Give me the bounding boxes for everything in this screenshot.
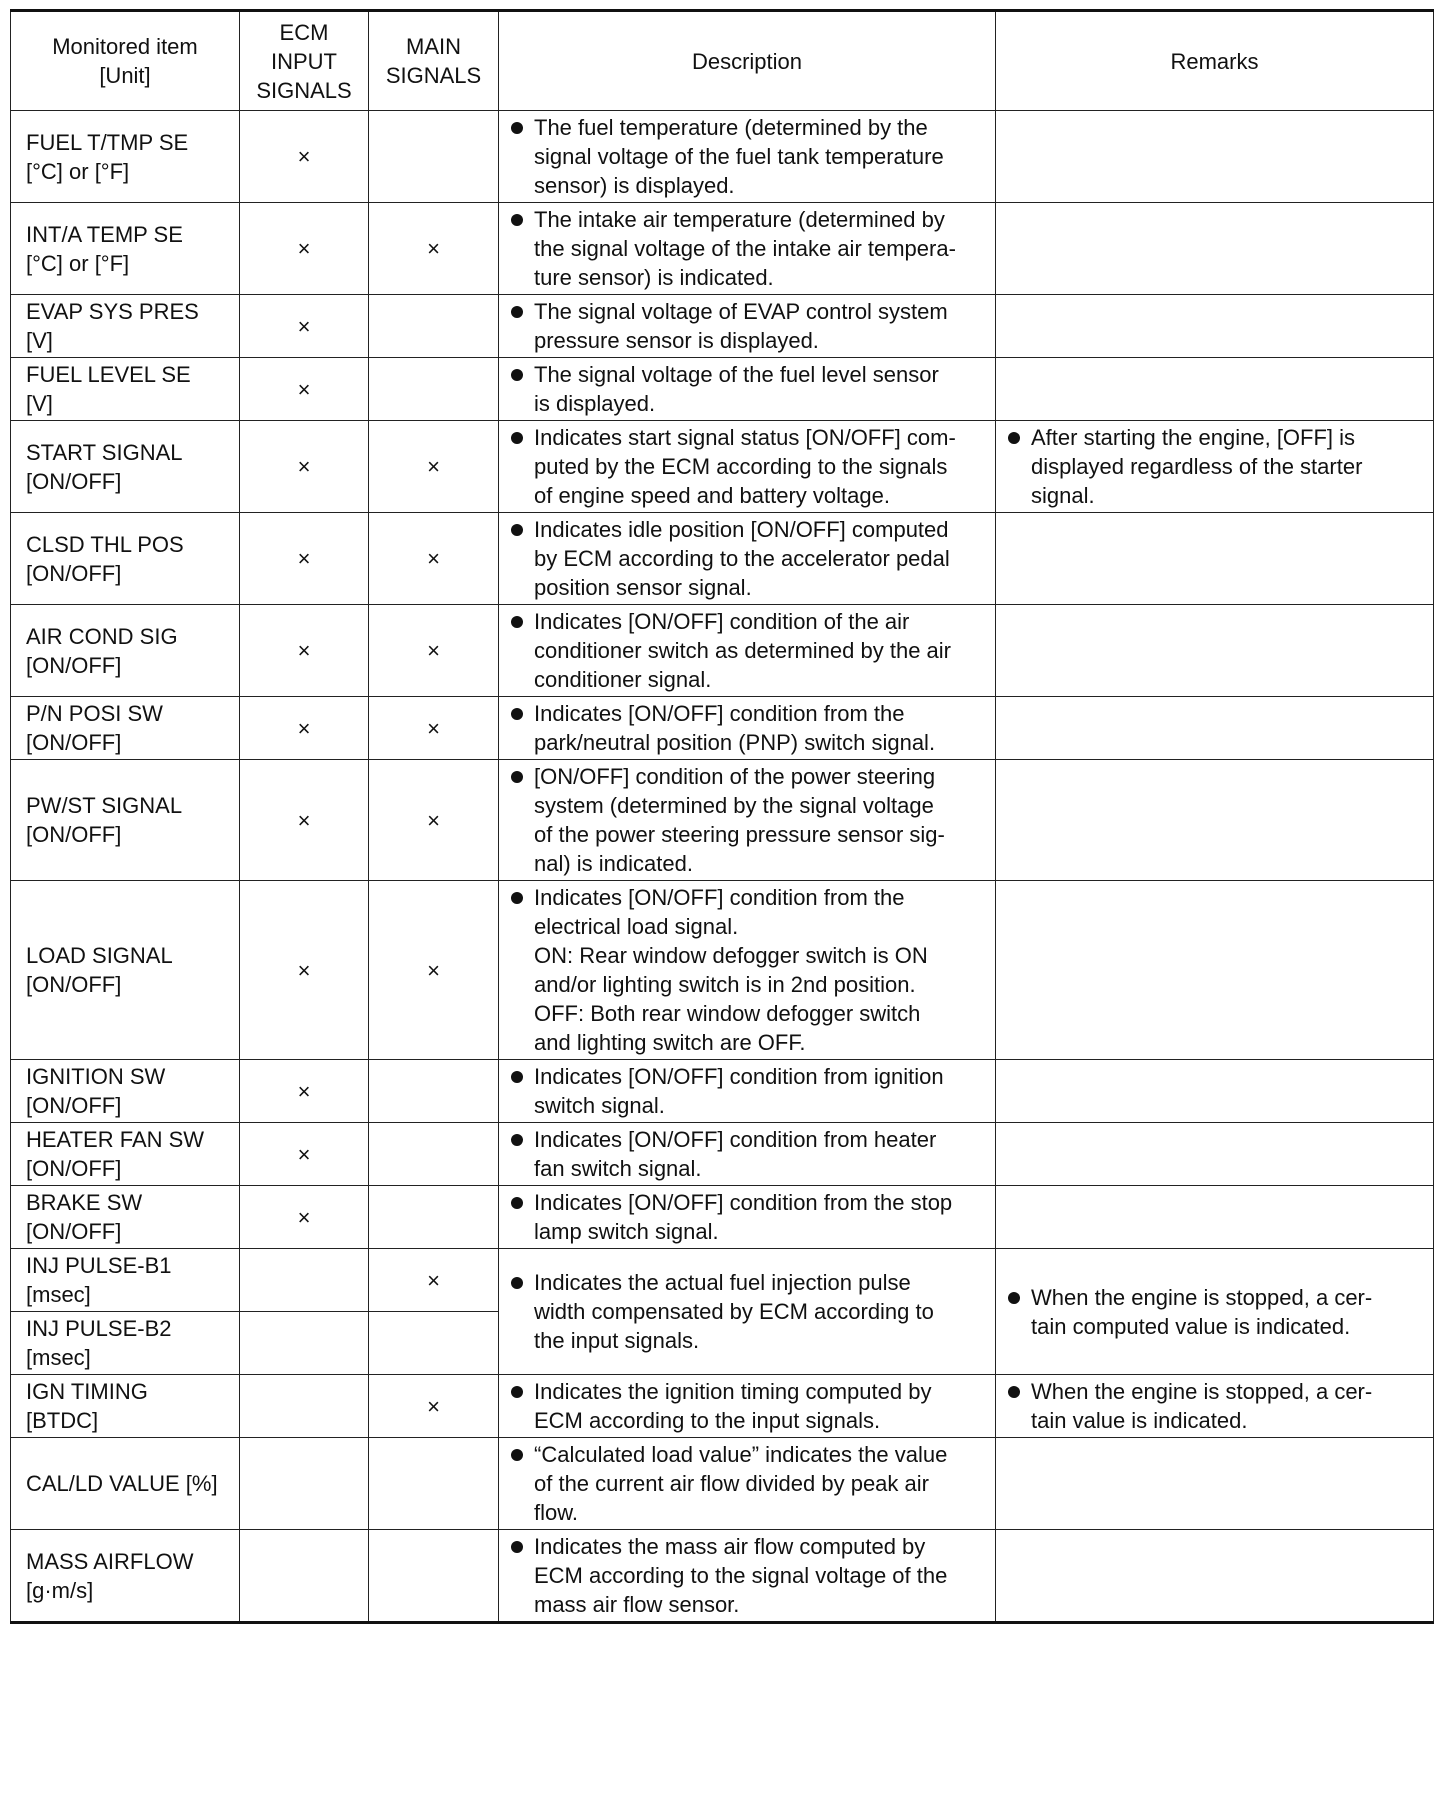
table-row — [11, 1438, 1434, 1530]
monitored-item-cell — [11, 111, 240, 203]
description-cell — [499, 1249, 996, 1375]
bullet-icon — [511, 1277, 523, 1289]
description-text: Indicates [ON/OFF] condition from the stop lamp switch signal. — [534, 1190, 953, 1244]
main-signal-mark: × — [369, 605, 499, 697]
monitored-item-cell — [11, 605, 240, 697]
ecm-input-mark: × — [240, 605, 369, 697]
description-text: Indicates [ON/OFF] condition from ignition switch signal. — [534, 1064, 944, 1118]
remarks-cell — [996, 605, 1434, 697]
header-monitored-item: Monitored item [Unit] — [11, 11, 240, 111]
ecm-input-mark: × — [240, 295, 369, 358]
monitored-item-label: BRAKE SW [ON/OFF] — [26, 1190, 143, 1244]
monitored-item-label: PW/ST SIGNAL [ON/OFF] — [26, 793, 183, 847]
bullet-item — [511, 699, 987, 757]
main-signal-mark: × — [369, 1375, 499, 1438]
description-cell — [499, 1060, 996, 1123]
description-cell — [499, 1123, 996, 1186]
remarks-cell — [996, 203, 1434, 295]
monitored-item-cell — [11, 881, 240, 1060]
bullet-item — [1008, 1377, 1425, 1435]
bullet-item — [511, 1268, 987, 1355]
remarks-cell — [996, 1438, 1434, 1530]
table-header-row — [11, 11, 1434, 111]
table-row — [11, 513, 1434, 605]
description-cell — [499, 1186, 996, 1249]
bullet-item — [1008, 423, 1425, 510]
description-text: Indicates the mass air flow computed by ECM according to the signal voltage of the mass air flow sensor. — [534, 1534, 948, 1617]
remarks-cell — [996, 421, 1434, 513]
table-row — [11, 421, 1434, 513]
table-row — [11, 1123, 1434, 1186]
remarks-cell — [996, 760, 1434, 881]
bullet-icon — [511, 892, 523, 904]
bullet-item — [511, 1532, 987, 1619]
bullet-icon — [511, 306, 523, 318]
remarks-cell — [996, 1123, 1434, 1186]
description-text: The fuel temperature (determined by the signal voltage of the fuel tank temperature sensor) is displayed. — [534, 115, 944, 198]
table-row — [11, 1249, 1434, 1312]
main-signal-mark — [369, 295, 499, 358]
main-signal-mark — [369, 358, 499, 421]
header-description: Description — [499, 11, 996, 111]
ecm-input-mark: × — [240, 203, 369, 295]
bullet-item — [511, 1062, 987, 1120]
monitored-item-label: MASS AIRFLOW [g·m/s] — [26, 1548, 194, 1603]
description-text: The intake air temperature (determined by the signal voltage of the intake air tempera- ture sensor) is indicated. — [534, 207, 956, 290]
monitored-item-cell — [11, 1530, 240, 1623]
main-signal-mark: × — [369, 760, 499, 881]
table-row — [11, 295, 1434, 358]
description-cell — [499, 295, 996, 358]
bullet-item — [511, 515, 987, 602]
table-row — [11, 203, 1434, 295]
header-ecm-input-signals: ECM INPUT SIGNALS — [240, 11, 369, 111]
main-signal-mark — [369, 1060, 499, 1123]
description-cell — [499, 1438, 996, 1530]
bullet-item — [511, 113, 987, 200]
monitored-item-label: FUEL LEVEL SE [V] — [26, 362, 191, 416]
description-text: “Calculated load value” indicates the value of the current air flow divided by peak air flow. — [534, 1442, 948, 1525]
bullet-icon — [511, 1071, 523, 1083]
ecm-input-mark — [240, 1375, 369, 1438]
bullet-icon — [1008, 1292, 1020, 1304]
ecm-input-mark: × — [240, 1186, 369, 1249]
remarks-cell — [996, 697, 1434, 760]
main-signal-mark: × — [369, 421, 499, 513]
description-text: Indicates [ON/OFF] condition from heater fan switch signal. — [534, 1127, 937, 1181]
ecm-input-mark: × — [240, 1060, 369, 1123]
bullet-item — [511, 1125, 987, 1183]
ecm-input-mark — [240, 1438, 369, 1530]
monitored-item-cell — [11, 1312, 240, 1375]
monitored-item-label: INJ PULSE-B2 [msec] — [26, 1316, 172, 1370]
bullet-icon — [511, 708, 523, 720]
main-signal-mark: × — [369, 513, 499, 605]
bullet-icon — [511, 432, 523, 444]
monitored-item-cell — [11, 760, 240, 881]
table-row — [11, 1186, 1434, 1249]
description-cell — [499, 605, 996, 697]
bullet-icon — [511, 524, 523, 536]
description-text: The signal voltage of the fuel level sensor is displayed. — [534, 362, 939, 416]
remarks-text: When the engine is stopped, a cer- tain computed value is indicated. — [1031, 1284, 1373, 1339]
monitored-item-cell — [11, 421, 240, 513]
bullet-icon — [511, 1449, 523, 1461]
description-text: Indicates [ON/OFF] condition of the air conditioner switch as determined by the air conditioner signal. — [534, 609, 951, 692]
description-cell — [499, 760, 996, 881]
bullet-item — [511, 1440, 987, 1527]
remarks-cell — [996, 1530, 1434, 1623]
bullet-icon — [511, 1386, 523, 1398]
table-row — [11, 358, 1434, 421]
monitored-item-label: IGN TIMING [BTDC] — [26, 1379, 148, 1433]
main-signal-mark: × — [369, 1249, 499, 1312]
ecm-input-mark: × — [240, 421, 369, 513]
ecm-input-mark: × — [240, 881, 369, 1060]
ecm-input-mark — [240, 1312, 369, 1375]
description-text: Indicates [ON/OFF] condition from the electrical load signal. ON: Rear window defogger switch is ON and/or lighting switch is in 2nd position. OFF: Both rear window defogger switch and lighting switch are OFF. — [534, 885, 928, 1055]
bullet-item — [511, 883, 987, 1057]
remarks-cell — [996, 1375, 1434, 1438]
description-cell — [499, 421, 996, 513]
monitored-item-cell — [11, 513, 240, 605]
monitored-item-label: INJ PULSE-B1 [msec] — [26, 1253, 172, 1307]
ecm-input-mark: × — [240, 1123, 369, 1186]
table-row — [11, 605, 1434, 697]
monitored-item-cell — [11, 358, 240, 421]
main-signal-mark: × — [369, 881, 499, 1060]
monitored-item-cell — [11, 1249, 240, 1312]
bullet-icon — [511, 214, 523, 226]
description-cell — [499, 881, 996, 1060]
table-row — [11, 1060, 1434, 1123]
description-text: Indicates the ignition timing computed by ECM according to the input signals. — [534, 1379, 932, 1433]
table-row — [11, 1375, 1434, 1438]
remarks-cell — [996, 1060, 1434, 1123]
table-row — [11, 760, 1434, 881]
monitored-item-label: LOAD SIGNAL [ON/OFF] — [26, 943, 173, 997]
ecm-input-mark — [240, 1530, 369, 1623]
description-cell — [499, 1375, 996, 1438]
description-text: Indicates idle position [ON/OFF] computed by ECM according to the accelerator pedal position sensor signal. — [534, 517, 950, 600]
remarks-text: After starting the engine, [OFF] is displayed regardless of the starter signal. — [1031, 425, 1363, 508]
bullet-item — [1008, 1283, 1425, 1341]
ecm-input-mark: × — [240, 111, 369, 203]
remarks-cell — [996, 1186, 1434, 1249]
remarks-cell — [996, 1249, 1434, 1375]
remarks-cell — [996, 513, 1434, 605]
remarks-cell — [996, 881, 1434, 1060]
bullet-item — [511, 297, 987, 355]
monitor-item-table — [10, 9, 1434, 1624]
monitored-item-cell — [11, 295, 240, 358]
main-signal-mark: × — [369, 203, 499, 295]
monitored-item-label: IGNITION SW [ON/OFF] — [26, 1064, 166, 1118]
main-signal-mark — [369, 1186, 499, 1249]
header-remarks: Remarks — [996, 11, 1434, 111]
description-cell — [499, 358, 996, 421]
bullet-item — [511, 205, 987, 292]
description-text: [ON/OFF] condition of the power steering system (determined by the signal voltage of the power steering pressure sensor sig- nal) is indicated. — [534, 764, 945, 876]
bullet-icon — [511, 771, 523, 783]
monitored-item-label: AIR COND SIG [ON/OFF] — [26, 623, 178, 678]
main-signal-mark — [369, 1312, 499, 1375]
table-row — [11, 697, 1434, 760]
monitored-item-label: HEATER FAN SW [ON/OFF] — [26, 1127, 205, 1181]
monitored-item-label: INT/A TEMP SE [°C] or [°F] — [26, 221, 183, 276]
bullet-item — [511, 607, 987, 694]
monitor-table-container — [10, 9, 1433, 1624]
monitored-item-cell — [11, 1438, 240, 1530]
table-row — [11, 881, 1434, 1060]
description-text: Indicates the actual fuel injection pulse width compensated by ECM according to the input signals. — [534, 1270, 934, 1353]
monitored-item-label: EVAP SYS PRES [V] — [26, 299, 199, 353]
main-signal-mark — [369, 1438, 499, 1530]
monitored-item-cell — [11, 1186, 240, 1249]
bullet-icon — [511, 369, 523, 381]
bullet-item — [511, 1188, 987, 1246]
bullet-icon — [511, 616, 523, 628]
bullet-icon — [511, 122, 523, 134]
header-main-signals: MAIN SIGNALS — [369, 11, 499, 111]
bullet-icon — [1008, 1386, 1020, 1398]
remarks-cell — [996, 358, 1434, 421]
main-signal-mark — [369, 1123, 499, 1186]
description-cell — [499, 697, 996, 760]
description-cell — [499, 111, 996, 203]
monitored-item-cell — [11, 1060, 240, 1123]
remarks-cell — [996, 295, 1434, 358]
table-row — [11, 1530, 1434, 1623]
description-cell — [499, 1530, 996, 1623]
description-text: Indicates start signal status [ON/OFF] com- puted by the ECM according to the signals of engine speed and battery voltage. — [534, 425, 956, 508]
ecm-input-mark: × — [240, 760, 369, 881]
ecm-input-mark: × — [240, 358, 369, 421]
main-signal-mark: × — [369, 697, 499, 760]
bullet-item — [511, 1377, 987, 1435]
bullet-icon — [511, 1197, 523, 1209]
ecm-input-mark: × — [240, 697, 369, 760]
monitored-item-label: P/N POSI SW [ON/OFF] — [26, 701, 163, 755]
bullet-item — [511, 762, 987, 878]
bullet-item — [511, 360, 987, 418]
description-text: Indicates [ON/OFF] condition from the park/neutral position (PNP) switch signal. — [534, 701, 936, 755]
monitored-item-cell — [11, 1123, 240, 1186]
main-signal-mark — [369, 1530, 499, 1623]
remarks-cell — [996, 111, 1434, 203]
bullet-icon — [511, 1541, 523, 1553]
bullet-icon — [1008, 432, 1020, 444]
description-cell — [499, 513, 996, 605]
description-cell — [499, 203, 996, 295]
bullet-item — [511, 423, 987, 510]
main-signal-mark — [369, 111, 499, 203]
monitored-item-label: START SIGNAL [ON/OFF] — [26, 439, 183, 494]
monitored-item-cell — [11, 1375, 240, 1438]
monitored-item-label: CLSD THL POS [ON/OFF] — [26, 531, 184, 586]
monitored-item-label: CAL/LD VALUE [%] — [26, 1471, 218, 1496]
ecm-input-mark: × — [240, 513, 369, 605]
bullet-icon — [511, 1134, 523, 1146]
monitored-item-label: FUEL T/TMP SE [°C] or [°F] — [26, 129, 189, 184]
description-text: The signal voltage of EVAP control system pressure sensor is displayed. — [534, 299, 948, 353]
table-row — [11, 111, 1434, 203]
remarks-text: When the engine is stopped, a cer- tain value is indicated. — [1031, 1379, 1373, 1433]
monitored-item-cell — [11, 203, 240, 295]
monitored-item-cell — [11, 697, 240, 760]
ecm-input-mark — [240, 1249, 369, 1312]
